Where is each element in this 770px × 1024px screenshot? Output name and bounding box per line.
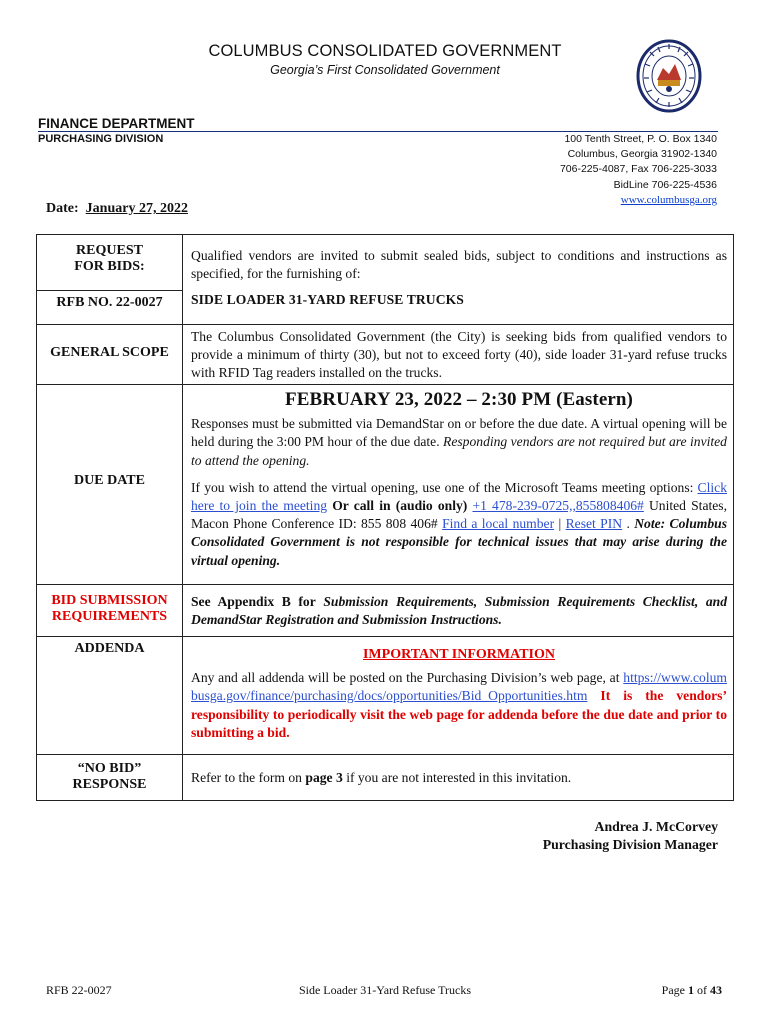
footer-page-number: Page 1 of 43 xyxy=(661,983,722,997)
address-line-4: BidLine 706-225-4536 xyxy=(613,178,717,191)
no-bid-row xyxy=(37,755,734,801)
scope-row xyxy=(37,325,734,385)
addenda-text: Any and all addenda will be posted on the Purchasing Division’s web page, at https://www.columbusga.gov/finance/purchasing/docs/opportunities/Bid_Opportunities.htm It is the vendors’ responsibility to periodically visit the web page for addenda before the due date and prior to submitting a bid. xyxy=(191,670,727,740)
city-seal-icon xyxy=(636,38,702,114)
government-subtitle: Georgia’s First Consolidated Government xyxy=(270,63,500,77)
find-local-number-link[interactable]: Find a local number xyxy=(442,516,555,532)
bid-submission-label: BID SUBMISSION REQUIREMENTS xyxy=(37,585,183,637)
due-date-italic-note: Responding vendors are not required but are invited to attend the opening. xyxy=(191,434,727,468)
reset-pin-link[interactable]: Reset PIN xyxy=(565,516,623,532)
request-text: Qualified vendors are invited to submit sealed bids, subject to conditions and instructions as specified, for the furnishing of: xyxy=(183,235,734,291)
no-bid-text: Refer to the form on page 3 if you are not interested in this invitation. xyxy=(183,755,734,801)
rfb-row xyxy=(37,291,734,325)
address-line-1: 100 Tenth Street, P. O. Box 1340 xyxy=(564,133,717,145)
due-date-paragraph-1: Responses must be submitted via DemandStar on or before the due date. A virtual opening will be held during the 3:00 PM hour of the due date. Responding vendors are not required but are invited to attend the opening. xyxy=(191,416,727,468)
scope-label: GENERAL SCOPE xyxy=(37,325,183,385)
due-date-row xyxy=(37,385,734,585)
request-row xyxy=(37,235,734,291)
addenda-content xyxy=(183,637,734,755)
footer-rfb-number: RFB 22-0027 xyxy=(46,983,112,997)
due-date-headline: FEBRUARY 23, 2022 – 2:30 PM (Eastern) xyxy=(285,389,633,410)
department-name: FINANCE DEPARTMENT xyxy=(38,116,195,131)
rfb-number: RFB NO. 22-0027 xyxy=(37,291,183,325)
address-line-3: 706-225-4087, Fax 706-225-3033 xyxy=(559,163,717,176)
bid-submission-text: See Appendix B for Submission Requirements, Submission Requirements Checklist, and DemandStar Registration and Submission Instructions. xyxy=(183,585,734,637)
division-name: PURCHASING DIVISION xyxy=(38,133,164,145)
important-info-heading: IMPORTANT INFORMATION xyxy=(362,647,555,662)
request-label: REQUEST FOR BIDS: xyxy=(37,235,183,291)
bid-submission-row xyxy=(37,585,734,637)
website-link[interactable]: www.columbusga.org xyxy=(620,193,717,206)
date-value: January 27, 2022 xyxy=(85,201,188,216)
signatory-name: Andrea J. McCorvey xyxy=(594,819,718,834)
signature-block xyxy=(543,818,718,854)
signatory-title: Purchasing Division Manager xyxy=(542,837,718,852)
call-in-number-link[interactable]: +1 478-239-0725,,855808406# xyxy=(472,498,644,514)
bid-opportunities-link[interactable]: https://www.columbusga.gov/finance/purchasing/docs/opportunities/Bid_Opportunities.htm xyxy=(191,670,727,704)
scope-text: The Columbus Consolidated Government (the City) is seeking bids from qualified vendors to provide a minimum of thirty (30), but not to exceed forty (40), side loader 31-yard refuse trucks with RFID Tag readers installed on the trucks. xyxy=(183,325,734,385)
date-line xyxy=(46,201,188,217)
bid-info-table xyxy=(36,234,734,801)
addenda-label: ADDENDA xyxy=(37,637,183,755)
no-bid-label: “NO BID” RESPONSE xyxy=(37,755,183,801)
address-line-2: Columbus, Georgia 31902-1340 xyxy=(567,148,717,161)
due-date-label: DUE DATE xyxy=(37,385,183,585)
government-title: COLUMBUS CONSOLIDATED GOVERNMENT xyxy=(208,42,562,60)
technical-issues-note: Note: Columbus Consolidated Government is not responsible for technical issues that may arise during the virtual opening. xyxy=(191,516,727,568)
due-date-content xyxy=(183,385,734,585)
join-meeting-link[interactable]: Click here to join the meeting xyxy=(191,479,727,514)
address-block xyxy=(560,132,717,208)
footer-title: Side Loader 31-Yard Refuse Trucks xyxy=(298,983,472,997)
rfb-title: SIDE LOADER 31-YARD REFUSE TRUCKS xyxy=(183,291,734,325)
addenda-row xyxy=(37,637,734,755)
addenda-warning: It is the vendors’ responsibility to periodically visit the web page for addenda before the due date and prior to submitting a bid. xyxy=(191,688,727,740)
date-label: Date: xyxy=(46,201,79,216)
due-date-paragraph-2: If you wish to attend the virtual opening, use one of the Microsoft Teams meeting options: Click here to join the meeting Or call in (audio only) +1 478-239-0725,,855808406# United States, Macon Phone Conference ID: 855 808 406# Find a local number | Reset PIN . Note: Columbus Consolidated Government is not responsible for technical issues that may arise during the virtual opening. xyxy=(191,479,727,568)
